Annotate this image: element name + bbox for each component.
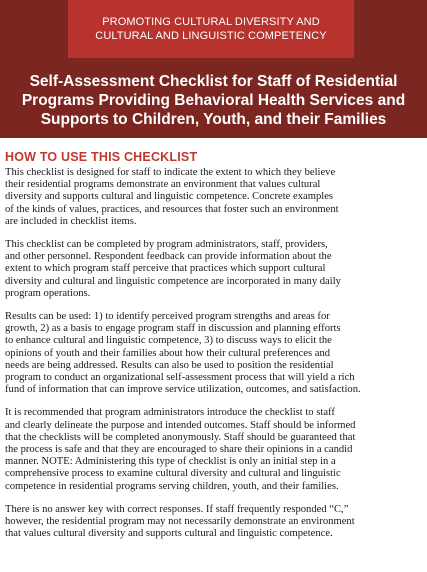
text-line: Results can be used: 1) to identify perceived program strengths and areas for xyxy=(5,311,330,323)
text-line: that the checklists will be completed anonymously. Staff should be guaranteed that xyxy=(5,431,356,443)
section-heading: HOW TO USE THIS CHECKLIST xyxy=(5,150,198,164)
text-line: the process is safe and that they are encouraged to share their opinions in a candid xyxy=(5,444,353,456)
text-line: that values cultural diversity and supports cultural and linguistic competence. xyxy=(5,528,333,540)
text-line: are included in checklist items. xyxy=(5,215,137,227)
text-line: growth, 2) as a basis to engage program staff in discussion and planning efforts xyxy=(5,323,341,335)
text-line: diversity and supports cultural and linguistic competence. Concrete examples xyxy=(5,191,334,203)
paragraph-results xyxy=(5,311,423,396)
text-line: of the kinds of values, practices, and resources that foster such an environment xyxy=(5,203,339,215)
text-line: and other personnel. Respondent feedback can provide information about the xyxy=(5,251,332,263)
text-line: This checklist is designed for staff to indicate the extent to which they believe xyxy=(5,167,336,178)
document-title-line: Supports to Children, Youth, and their Families xyxy=(40,111,387,128)
text-line: This checklist can be completed by program administrators, staff, providers, xyxy=(5,239,328,251)
text-line: program operations. xyxy=(5,287,91,299)
document-title xyxy=(8,72,419,129)
text-line: fund of information that can improve service utilization, outcomes, and satisfaction. xyxy=(5,384,361,396)
text-line: needs are being addressed. Results can also be used to position the residential xyxy=(5,359,334,371)
text-line: and clearly delineate the purpose and intended outcomes. Staff should be informed xyxy=(5,419,356,431)
text-line: It is recommended that program administrators introduce the checklist to staff xyxy=(5,407,335,419)
text-line: to enhance cultural and linguistic competence, 3) to discuss ways to elicit the xyxy=(5,335,332,347)
series-banner-line: CULTURAL AND LINGUISTIC COMPETENCY xyxy=(95,30,327,42)
paragraph-purpose xyxy=(5,167,423,228)
series-banner-line: PROMOTING CULTURAL DIVERSITY AND xyxy=(102,16,320,28)
text-line: There is no answer key with correct responses. If staff frequently responded “C,” xyxy=(5,503,349,515)
page-header xyxy=(0,0,427,138)
text-line: manner. NOTE: Administering this type of checklist is only an initial step in a xyxy=(5,456,336,468)
text-line: comprehensive process to examine cultural diversity and cultural and linguistic xyxy=(5,468,341,480)
text-line: opinions of youth and their families about how their cultural preferences and xyxy=(5,347,331,359)
text-line: their residential programs demonstrate an environment that values cultural xyxy=(5,179,321,191)
text-line: diversity and cultural and linguistic competence are incorporated in many daily xyxy=(5,275,341,287)
instructions-body xyxy=(5,167,423,551)
text-line: extent to which program staff perceive that practices which support cultural xyxy=(5,263,326,275)
paragraph-respondents xyxy=(5,239,423,300)
text-line: program to conduct an organizational self-assessment process that will yield a rich xyxy=(5,372,355,384)
text-line: competence in residential programs serving children, youth, and their families. xyxy=(5,480,339,492)
paragraph-recommendation xyxy=(5,407,423,492)
series-banner xyxy=(68,0,354,58)
text-line: however, the residential program may not necessarily demonstrate an environment xyxy=(5,516,355,528)
document-title-line: Self-Assessment Checklist for Staff of Residential xyxy=(29,73,398,90)
paragraph-answer-key xyxy=(5,504,423,541)
document-title-line: Programs Providing Behavioral Health Services and xyxy=(21,92,406,109)
